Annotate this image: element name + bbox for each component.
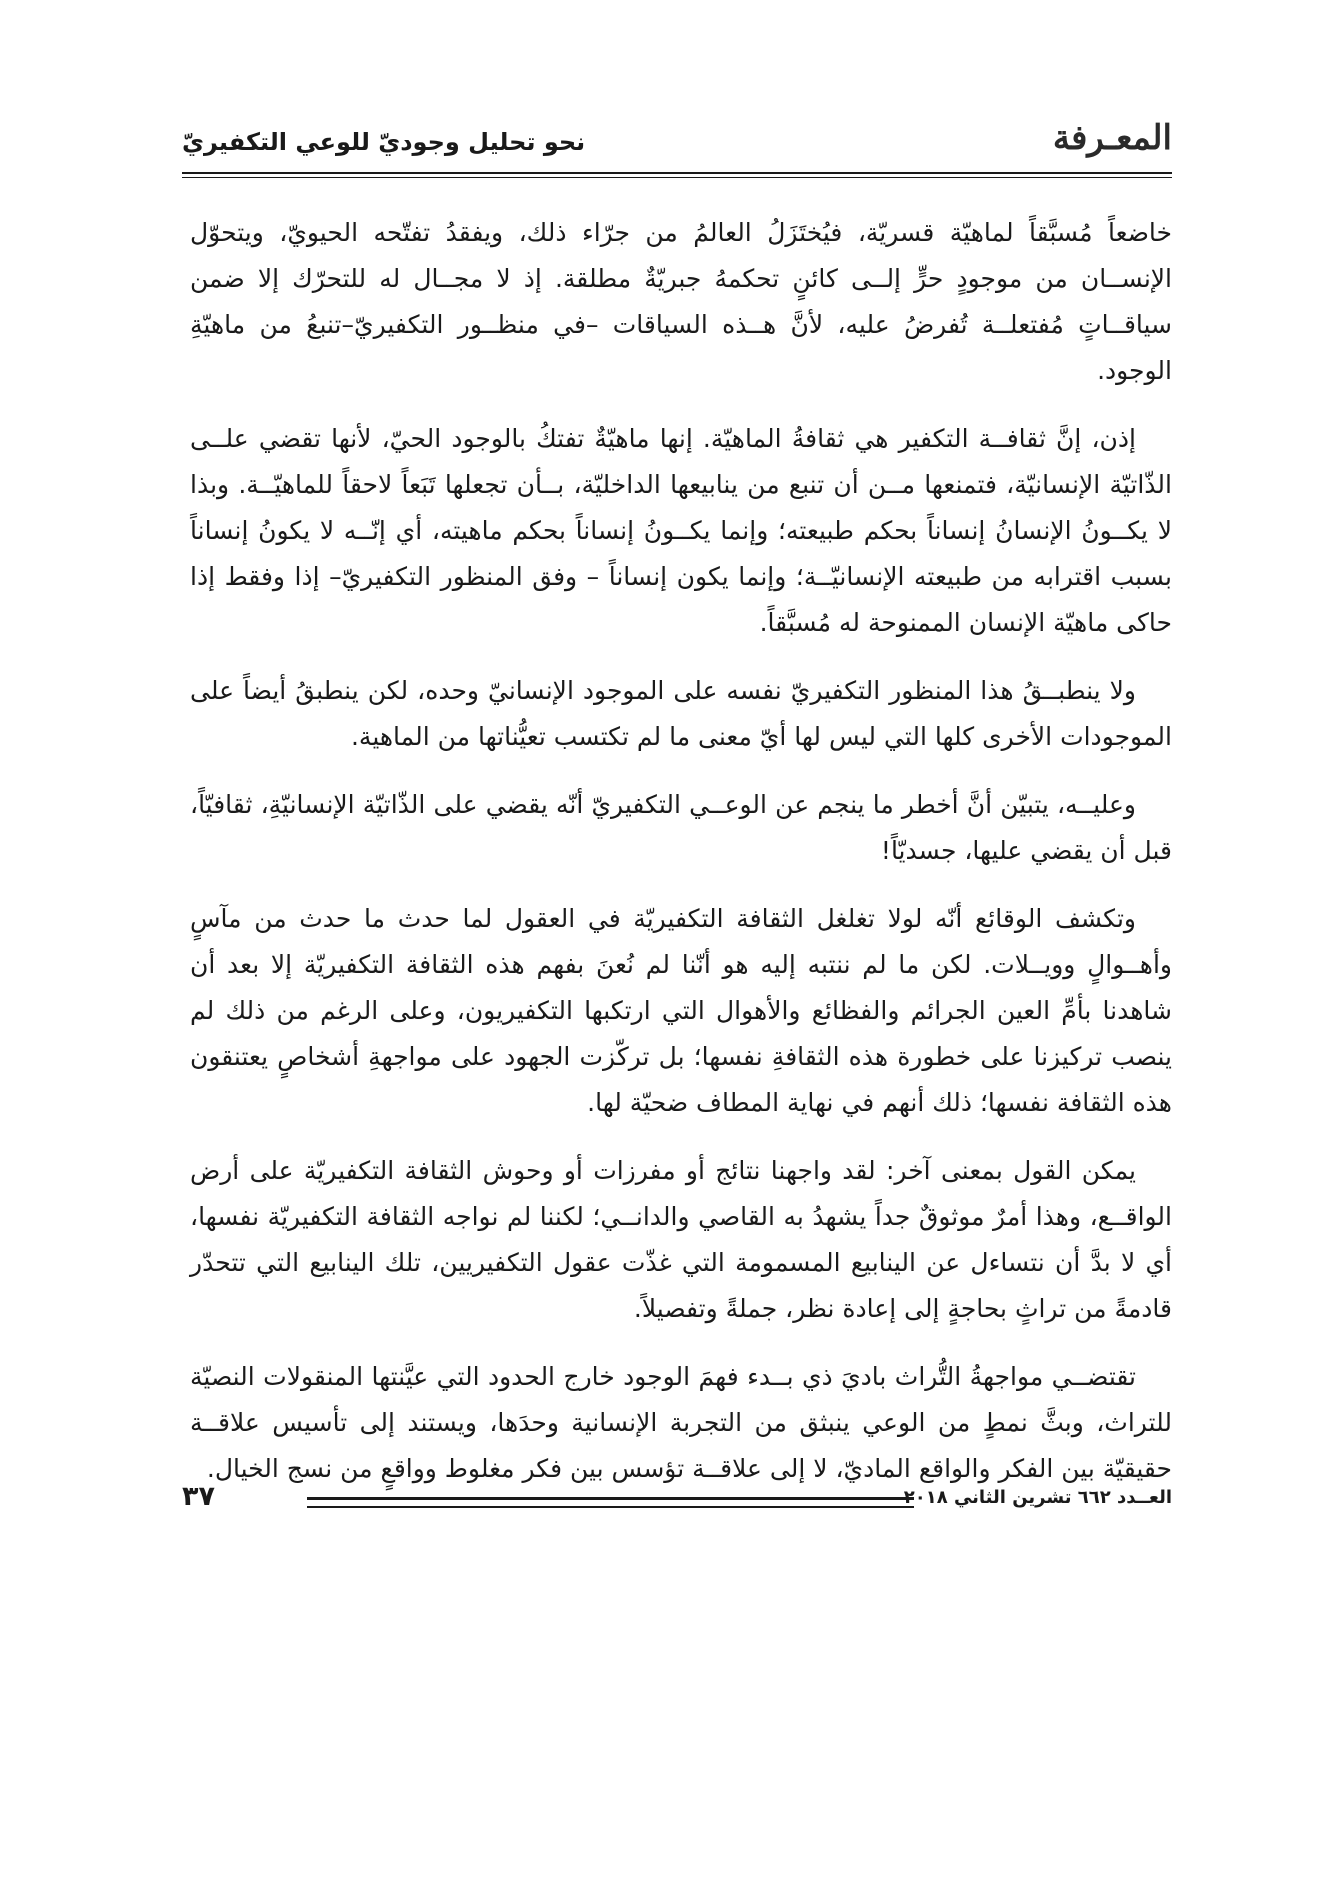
paragraph-6: يمكن القول بمعنى آخر: لقد واجهنا نتائج أو مفرزات أو وحوش الثقافة التكفيريّة على أرض الواقــع، وهذا أمرٌ موثوقٌ جداً يشهدُ به القاصي والدانــي؛ لكننا لم نواجه الثقافة التكفيريّة نفسها، أي لا بدَّ أن نتساءل عن الينابيع المسمومة التي غذّت عقول التكفيريين، تلك الينابيع التي تتحدّر قادمةً من تراثٍ بحاجةٍ إلى إعادة نظر، جملةً وتفصيلاً. bbox=[190, 1156, 1172, 1323]
footer-divider bbox=[307, 1497, 914, 1508]
article-body bbox=[190, 210, 1172, 1514]
paragraph-4: وعليــه، يتبيّن أنَّ أخطر ما ينجم عن الوعــي التكفيريّ أنّه يقضي على الذّاتيّة الإنسانيّةِ، ثقافيّاً، قبل أن يقضي عليها، جسديّاً! bbox=[190, 790, 1172, 865]
paragraph-1: خاضعاً مُسبَّقاً لماهيّة قسريّة، فيُختَزَلُ العالمُ من جرّاء ذلك، ويفقدُ تفتّحه الحيويّ، ويتحوّل الإنســان من موجودٍ حرٍّ إلــى كائنٍ تحكمهُ جبريّةٌ مطلقة. إذ لا مجــال له للتحرّك إلا ضمن سياقــاتٍ مُفتعلــة تُفرضُ عليه، لأنَّ هــذه السياقات –في منظــور التكفيريّ–تنبعُ من ماهيّةِ الوجود. bbox=[190, 218, 1172, 385]
issue-info: العــدد ٦٦٢ تشرين الثاني ٢٠١٨ bbox=[903, 1487, 1172, 1508]
page-footer bbox=[182, 1481, 1172, 1525]
paragraph-2: إذن، إنَّ ثقافــة التكفير هي ثقافةُ الماهيّة. إنها ماهيّةٌ تفتكُ بالوجود الحيّ، لأنها تقضي علــى الذّاتيّة الإنسانيّة، فتمنعها مــن أن تنبع من ينابيعها الداخليّة، بــأن تجعلها تَبَعاً لاحقاً للماهيّــة. وبذا لا يكــونُ الإنسانُ إنساناً بحكم طبيعته؛ وإنما يكــونُ إنساناً بحكم ماهيته، أي إنّــه لا يكونُ إنساناً بسبب اقترابه من طبيعته الإنسانيّــة؛ وإنما يكون إنساناً – وفق المنظور التكفيريّ– إذا وفقط إذا حاكى ماهيّة الإنسان الممنوحة له مُسبَّقاً. bbox=[190, 424, 1172, 637]
page-number: ٣٧ bbox=[182, 1481, 215, 1512]
magazine-logo: المعـرفة bbox=[1052, 118, 1172, 158]
page-header bbox=[182, 118, 1172, 178]
header-divider bbox=[182, 172, 1172, 178]
paragraph-3: ولا ينطبــقُ هذا المنظور التكفيريّ نفسه على الموجود الإنسانيّ وحده، لكن ينطبقُ أيضاً على الموجودات الأخرى كلها التي ليس لها أيّ معنى ما لم تكتسب تعيُّناتها من الماهية. bbox=[190, 676, 1172, 751]
paragraph-7: تقتضــي مواجهةُ التُّراث باديَ ذي بــدء فهمَ الوجود خارج الحدود التي عيَّنتها المنقولات النصيّة للتراث، وبثَّ نمطٍ من الوعي ينبثق من التجربة الإنسانية وحدَها، ويستند إلى تأسيس علاقــة حقيقيّة بين الفكر والواقع الماديّ، لا إلى علاقــة تؤسس بين فكر مغلوط وواقعٍ من نسج الخيال. bbox=[190, 1362, 1172, 1483]
paragraph-5: وتكشف الوقائع أنّه لولا تغلغل الثقافة التكفيريّة في العقول لما حدث ما حدث من مآسٍ وأهــوالٍ وويــلات. لكن ما لم ننتبه إليه هو أنّنا لم نُعنَ بفهم هذه الثقافة التكفيريّة إلا بعد أن شاهدنا بأمِّ العين الجرائم والفظائع والأهوال التي ارتكبها التكفيريون، وعلى الرغم من ذلك لم ينصب تركيزنا على خطورة هذه الثقافةِ نفسها؛ بل تركّزت الجهود على مواجهةِ أشخاصٍ يعتنقون هذه الثقافة نفسها؛ ذلك أنهم في نهاية المطاف ضحيّة لها. bbox=[190, 904, 1172, 1117]
running-title: نحو تحليل وجوديّ للوعي التكفيريّ bbox=[182, 128, 586, 156]
